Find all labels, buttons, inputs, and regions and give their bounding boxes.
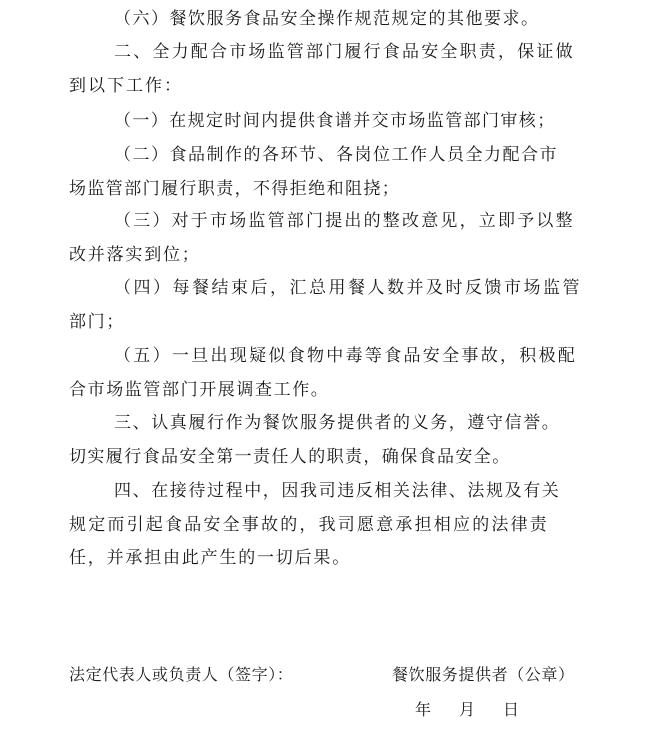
section-4-paragraph-end: 任，并承担由此产生的一切后果。 [69,548,351,568]
section-2-heading: 二、全力配合市场监管部门履行食品安全职责，保证做 [114,42,575,62]
clause-6-item: （六）餐饮服务食品安全操作规范规定的其他要求。 [114,9,540,29]
section-3-paragraph: 三、认真履行作为餐饮服务提供者的义务，遵守信誉。 [114,413,561,433]
section-4-paragraph: 四、在接待过程中，因我司违反相关法律、法规及有关 [114,481,561,501]
clause-4-item: （四）每餐结束后，汇总用餐人数并及时反馈市场监管 [114,278,582,298]
clause-4-item-cont: 部门； [69,312,125,332]
clause-1-item: （一）在规定时间内提供食谱并交市场监管部门审核； [114,111,556,131]
section-4-paragraph-cont: 规定而引起食品安全事故的，我司愿意承担相应的法律责 [69,515,549,535]
date-day-label: 日 [503,700,520,719]
signature-date [415,699,519,721]
provider-seal-label: 餐饮服务提供者（公章） [392,665,575,684]
section-2-heading-cont: 到以下工作： [69,76,183,96]
clause-3-item: （三）对于市场监管部门提出的整改意见，立即予以整 [114,211,575,231]
clause-2-item: （二）食品制作的各环节、各岗位工作人员全力配合市 [114,145,558,165]
legal-representative-signature-label: 法定代表人或负责人（签字）： [69,665,294,684]
date-month-label: 月 [459,700,476,719]
clause-3-item-cont: 改并落实到位； [69,245,201,265]
clause-2-item-cont: 场监管部门履行职责，不得拒绝和阻挠； [69,179,401,199]
section-3-paragraph-cont: 切实履行食品安全第一责任人的职责，确保食品安全。 [69,447,511,467]
clause-5-item: （五）一旦出现疑似食物中毒等食品安全事故，积极配 [114,346,578,366]
date-year-label: 年 [415,700,432,719]
clause-5-item-cont: 合市场监管部门开展调查工作。 [69,380,330,400]
